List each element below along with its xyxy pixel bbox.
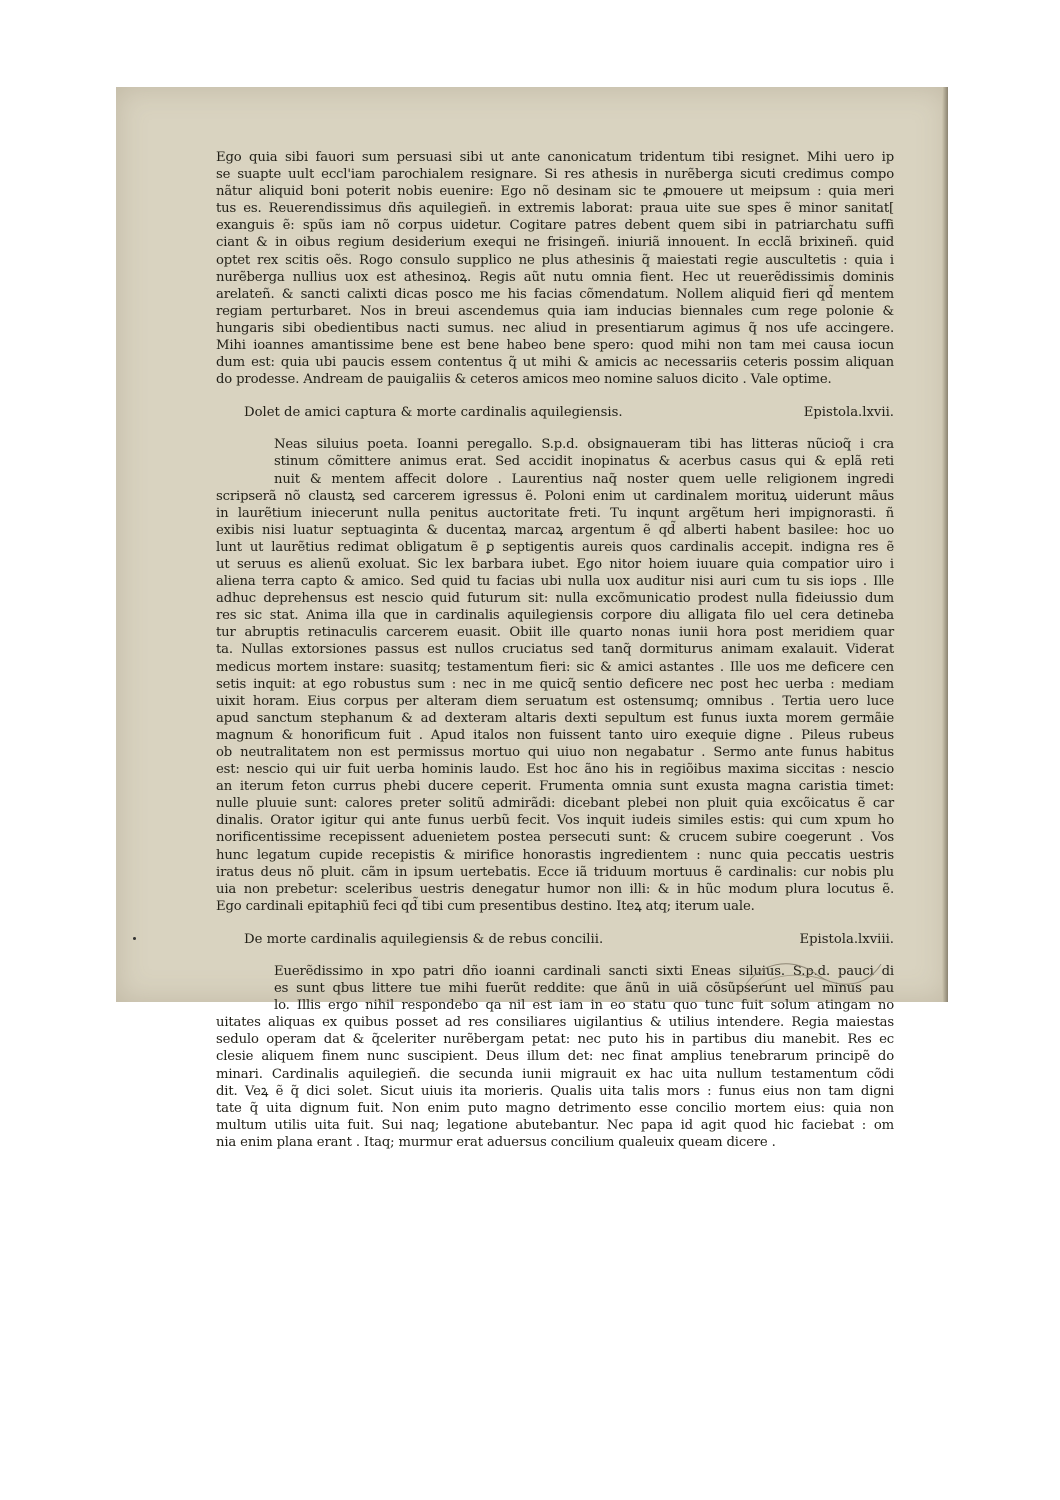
text-line: stinum cõmittere animus erat. Sed accidit inopinatus & acerbus casus qui & eplã reti	[274, 454, 894, 470]
text-line: aliena terra capto & amico. Sed quid tu facias ubi nulla uox auditur nisi auri cum tu sis iops . Ille	[216, 574, 894, 590]
text-line: ob neutralitatem non est permissus mortuo qui uiuo non negabatur . Sermo ante funus habitus	[216, 745, 894, 760]
text-line: res sic stat. Anima illa que in cardinalis aquilegiensis corpore diu alligata filo uel cera detineba	[216, 608, 894, 624]
letter-text	[216, 149, 894, 1151]
text-line: nuit & mentem affecit dolore . Laurentius naq̃ noster quem uelle religionem ingredi	[274, 471, 894, 487]
text-line: do prodesse. Andream de pauigaliis & ceteros amicos meo nomine saluos dicito . Vale optime.	[216, 372, 832, 388]
text-line: optet rex scitis oẽs. Rogo consulo supplico ne plus athesinis q̃ maiestati regie auscultetis : quia i	[216, 252, 894, 268]
page-edge-shadow	[942, 87, 948, 1002]
text-line: regiam perturbaret. Nos in breui ascendemus quia iam inducias biennales cum rege polonie &	[216, 303, 894, 319]
text-line: magnum & honorificum fuit . Apud italos non fuissent tanto uiro exequie digne . Pileus rubeus	[216, 727, 894, 743]
text-line: dinalis. Orator igitur qui ante funus uerbũ fecit. Vos inquit iudeis similes estis: qui cum xpum ho	[216, 813, 894, 829]
text-line: uia non prebetur: sceleribus uestris denegatur humor non illi: & in hũc modum plura locutus ẽ.	[216, 881, 894, 897]
epistola-number: Epistola.lxviii.	[799, 931, 894, 947]
text-line: Ego cardinali epitaphiũ feci qd̃ tibi cum presentibus destino. Iteꝝ atq; iterum uale.	[216, 898, 755, 914]
epistola-number: Epistola.lxvii.	[803, 405, 894, 421]
text-line: nulle pluuie sunt: calores preter solitũ admirãdi: dicebant plebei non pluit quia excõicatus ẽ car	[216, 796, 894, 812]
text-line: adhuc deprehensus est nescio quid futurum sit: nulla excõmunicatio prodest nulla fideiussio dum	[216, 591, 894, 607]
text-line: norificentissime recepissent aduenietem postea persecuti sunt: & crucem subire coegerunt . Vos	[216, 830, 894, 846]
text-line: clesie aliquem finem nunc suscipient. Deus illum det: nec finat amplius tenebrarum principẽ do	[216, 1049, 894, 1065]
text-line: apud sanctum stephanum & ad dexteram altaris dexti sepultum est funus iuxta morem germãie	[216, 710, 894, 726]
text-line: lo. Illis ergo nihil respondebo qa nil est iam in eo statu quo tunc fuit solum atingam no	[274, 998, 894, 1014]
text-line: uixit horam. Eius corpus per alteram diem seruatum est ostensumq; omnibus . Tertia uero luce	[216, 693, 894, 709]
heading-title: De morte cardinalis aquilegiensis & de rebus concilii.	[244, 931, 604, 947]
text-line: nãtur aliquid boni poterit nobis euenire: Ego nõ desinam sic te ꝓmouere ut meipsum : quia meri	[216, 184, 894, 200]
text-line: tate q̃ uita dignum fuit. Non enim puto magno detrimento esse concilio mortem eius: quia non	[216, 1100, 894, 1116]
text-line: est: nescio qui uir fuit uerba hominis laudo. Est hoc ãno his in regiõibus maxima siccitas : nescio	[216, 762, 894, 778]
text-line: nurẽberga nullius uox est athesinoꝝ. Regis aũt nutu omnia fient. Hec ut reuerẽdissimis dominis	[216, 269, 894, 285]
text-line: hungaris sibi obedientibus nacti sumus. nec aliud in presentiarum agimus q̃ nos ufe accingere.	[216, 320, 894, 336]
letter-heading-1	[216, 404, 894, 421]
text-line: se suapte uult eccl'iam parochialem resignare. Si res athesis in nurẽberga sicuti credimus compo	[216, 167, 894, 183]
scanned-page	[116, 87, 948, 1150]
text-line: ciant & in oibus regium desiderium exequi ne frisingeñ. iniuriã innouent. In ecclã brixineñ. quid	[216, 235, 894, 251]
text-line: uitates aliquas ex quibus posset ad res consiliares uigilantius & utilius intendere. Regia maiestas	[216, 1015, 894, 1031]
heading-title: Dolet de amici captura & morte cardinalis aquilegiensis.	[244, 405, 623, 421]
text-line: Neas siluius poeta. Ioanni peregallo. S.p.d. obsignaueram tibi has litteras nũcioq̃ i cra	[274, 437, 894, 453]
text-line: exibis nisi luatur septuaginta & ducentaꝝ marcaꝝ argentum ẽ qd̃ alberti habent basilee: hoc uo	[216, 522, 894, 538]
text-line: minari. Cardinalis aquilegieñ. die secunda iunii migrauit ex hac uita nullum testamentum cõdi	[216, 1066, 894, 1082]
text-line: exanguis ẽ: spũs iam nõ corpus uidetur. Cogitare patres debent quem sibi in patriarchatu suffi	[216, 218, 894, 234]
text-line: arelateñ. & sancti calixti dicas posco me his facias cõmendatum. Nollem aliquid fieri qd̃ mentem	[216, 286, 894, 302]
text-line: es sunt qbus littere tue mihi fuerũt reddite: que ãnũ in uiã cõsũpserunt uel minus pau	[274, 981, 894, 997]
letter-block-1	[216, 149, 894, 388]
text-line: dit. Veꝝ ẽ q̃ dici solet. Sicut uiuis ita morieris. Qualis uita talis mors : funus eius non tam digni	[216, 1083, 894, 1099]
text-line: scripserã nõ claustꝝ sed carcerem igressus ẽ. Poloni enim ut cardinalem morituꝝ uiderunt mãus	[216, 488, 894, 504]
letter-block-2	[216, 436, 894, 915]
text-line: an iterum feton currus phebi ducere ceperit. Frumenta omnia sunt exusta magna caristia timet:	[216, 779, 894, 795]
text-line: setis inquit: at ego robustus sum : nec in me quicq̃ sentio deficere nec post hec uerba : mediam	[216, 676, 894, 692]
text-line: Mihi ioannes amantissime bene est bene habeo bene spero: quod mihi non tam mei causa iocun	[216, 338, 894, 354]
text-line: multum utilis uita fuit. Sui naq; legatione abutebantur. Nec papa id agit quod hic faciebat : om	[216, 1117, 894, 1133]
text-line: Ego quia sibi fauori sum persuasi sibi ut ante canonicatum tridentum tibi resignet. Mihi uero ip	[216, 150, 894, 165]
text-line: sedulo operam dat & q̃celeriter nurẽbergam petat: nec puto his in partibus diu manebit. Res ec	[216, 1032, 894, 1048]
text-line: ta. Nullas extorsiones passus est nullos cruciatus sed tanq̃ dormiturus animam exalauit. Viderat	[216, 642, 894, 658]
text-line: ut seruus es alienũ exoluat. Sic lex barbara iubet. Ego nitor hoiem iuuare quia compatior uiro i	[216, 556, 894, 572]
text-line: hunc legatum cupide recepistis & mirifice honorastis ingredientem : nunc quia peccatis uestris	[216, 847, 894, 863]
text-line: medicus mortem instare: suasitq; testamentum fieri: sic & amici astantes . Ille uos me deficere cen	[216, 659, 894, 675]
text-line: dum est: quia ubi paucis essem contentus q̃ ut mihi & amicis ac necessariis ceteris possim aliquan	[216, 355, 894, 371]
text-line: tur abruptis retinaculis carcerem euasit. Obiit ille quarto nonas iunii hora post meridiem quar	[216, 625, 894, 641]
letter-heading-2	[216, 931, 894, 948]
text-line: tus es. Reuerendissimus dñs aquilegieñ. in extremis laborat: praua uite sue spes ẽ minor sanitat[	[216, 201, 894, 217]
text-line: nia enim plana erant . Itaq; murmur erat aduersus concilium qualeuix queam dicere .	[216, 1134, 776, 1150]
text-line: in laurẽtium iniecerunt nulla penitus auctoritate freti. Tu inqunt argẽtum heri impignorasti. ñ	[216, 505, 894, 521]
text-line: iratus deus nõ pluit. cãm in ipsum uertebatis. Ecce iã triduum mortuus ẽ cardinalis: cur nobis plu	[216, 864, 894, 880]
text-line: lunt ut laurẽtius redimat obligatum ẽ ꝑ septigentis aureis quos cardinalis accepit. indigna res ẽ	[216, 539, 894, 555]
stray-dot	[133, 937, 136, 940]
text-line: Euerẽdissimo in xpo patri dño ioanni cardinali sancti sixti Eneas siluius. S.p.d. pauci di	[274, 963, 894, 979]
margin-flourish	[736, 954, 886, 994]
